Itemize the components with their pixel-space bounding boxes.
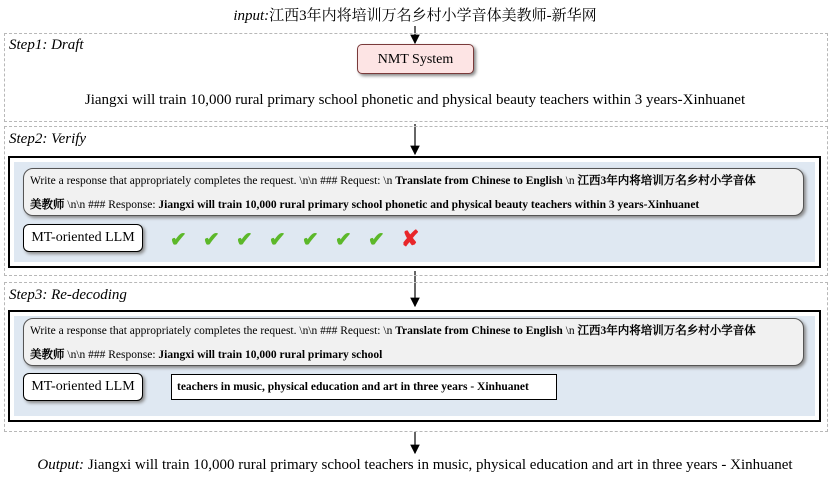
prompt-separator: \n [565, 175, 575, 187]
cross-icon: ✘ [401, 226, 420, 251]
step2-title: Step2: Verify [9, 131, 87, 147]
check-icon: ✔ [170, 229, 187, 251]
prompt-mid: \n\n ### Response: [67, 199, 156, 211]
verify-prompt-line2 [30, 193, 797, 217]
continuation-box: teachers in music, physical education and art in three years - Xinhuanet [171, 374, 557, 400]
prompt-mid: \n\n ### Response: [67, 349, 156, 361]
check-icon: ✔ [335, 229, 352, 251]
mt-llm-box-step3: MT-oriented LLM [23, 373, 143, 401]
step1-title: Step1: Draft [9, 37, 84, 53]
prompt-prefix: Write a response that appropriately completes the request. \n\n ### Request: \n [30, 175, 393, 187]
input-source-text: 江西3年内将培训万名乡村小学音体美教师-新华网 [269, 8, 597, 24]
prompt-source-part2: 美教师 [30, 349, 65, 361]
prompt-instruction: Translate from Chinese to English [395, 325, 563, 337]
check-icon: ✔ [203, 229, 220, 251]
check-icon: ✔ [269, 229, 286, 251]
verdict-row [170, 226, 434, 252]
prompt-response-prefix: Jiangxi will train 10,000 rural primary school [158, 349, 383, 361]
prompt-response: Jiangxi will train 10,000 rural primary school phonetic and physical beauty teachers within 3 years-Xinhuanet [158, 199, 700, 211]
verify-prompt-line1 [30, 169, 797, 193]
output-text: Jiangxi will train 10,000 rural primary school teachers in music, physical education and art in three years - Xinhuanet [87, 457, 793, 473]
prompt-prefix: Write a response that appropriately completes the request. \n\n ### Request: \n [30, 325, 393, 337]
prompt-source-part1: 江西3年内将培训万名乡村小学音体 [577, 175, 756, 187]
step3-title: Step3: Re-decoding [9, 287, 127, 303]
prompt-separator: \n [565, 325, 575, 337]
input-label: input: [233, 8, 270, 24]
mt-llm-box-step2: MT-oriented LLM [23, 224, 143, 252]
redecode-prompt-line1 [30, 319, 797, 343]
redecode-prompt-box [23, 318, 804, 366]
check-icon: ✔ [368, 229, 385, 251]
prompt-source-part1: 江西3年内将培训万名乡村小学音体 [577, 325, 756, 337]
draft-translation: Jiangxi will train 10,000 rural primary school phonetic and physical beauty teachers within 3 years-Xinhuanet [84, 92, 746, 108]
verify-prompt-box [23, 168, 804, 216]
output-line [0, 457, 830, 474]
redecode-prompt-line2 [30, 343, 797, 367]
nmt-system-box: NMT System [357, 44, 474, 74]
check-icon: ✔ [302, 229, 319, 251]
check-icon: ✔ [236, 229, 253, 251]
prompt-instruction: Translate from Chinese to English [395, 175, 563, 187]
input-line [0, 4, 830, 25]
output-label: Output: [37, 457, 85, 473]
prompt-source-part2: 美教师 [30, 199, 65, 211]
